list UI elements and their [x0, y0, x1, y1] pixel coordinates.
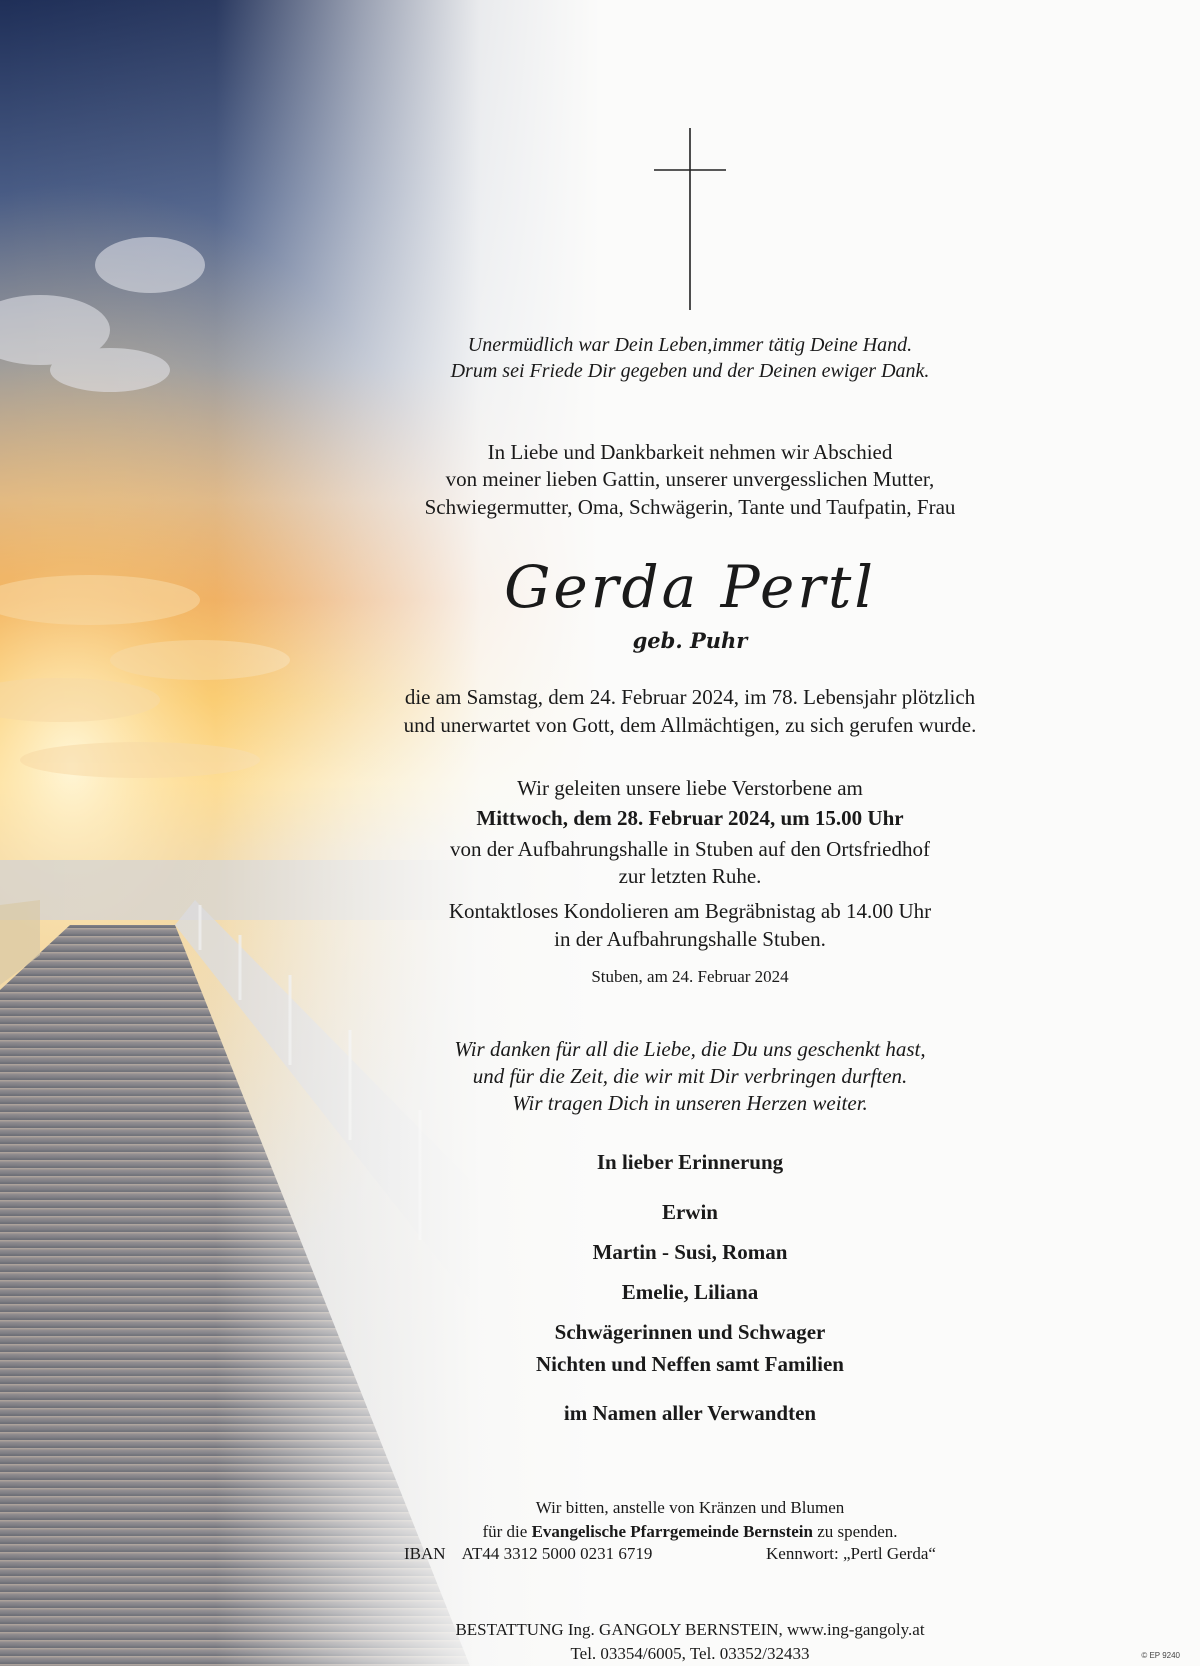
condolence-line-1: Kontaktloses Kondolieren am Begräbnistag ab 14.00 Uhr [448, 899, 932, 923]
deceased-name: Gerda Pertl [504, 553, 876, 621]
closing-line-1: Wir danken für all die Liebe, die Du uns geschenkt hast, [454, 1037, 926, 1061]
funeral-line-3: von der Aufbahrungshalle in Stuben auf den Ortsfriedhof [450, 837, 930, 861]
mourners-heading: In lieber Erinnerung [596, 1150, 784, 1174]
donation-line-1: Wir bitten, anstelle von Kränzen und Blumen [535, 1498, 845, 1517]
intro-line-1: In Liebe und Dankbarkeit nehmen wir Abschied [487, 440, 893, 464]
closing-line-2: und für die Zeit, die wir mit Dir verbringen durften. [472, 1064, 908, 1088]
mourner-name: Schwägerinnen und Schwager [554, 1320, 826, 1344]
undertaker-line-1: BESTATTUNG Ing. GANGOLY BERNSTEIN, www.ing-gangoly.at [455, 1620, 925, 1639]
place-date: Stuben, am 24. Februar 2024 [591, 967, 789, 986]
mourner-name: Martin - Susi, Roman [592, 1240, 788, 1264]
donation-line-2 [360, 1521, 1020, 1543]
donation-suffix: zu spenden. [812, 1522, 898, 1541]
funeral-date: Mittwoch, dem 28. Februar 2024, um 15.00 Uhr [476, 806, 904, 830]
kennwort: Kennwort: „Pertl Gerda“ [766, 1544, 936, 1563]
funeral-line-1: Wir geleiten unsere liebe Verstorbene am [517, 776, 863, 800]
death-line-2: und unerwartet von Gott, dem Allmächtigen, zu sich gerufen wurde. [403, 713, 977, 737]
closing-line-3: Wir tragen Dich in unseren Herzen weiter. [512, 1091, 868, 1115]
death-line-1: die am Samstag, dem 24. Februar 2024, im 78. Lebensjahr plötzlich [404, 685, 976, 709]
mourners-footer: im Namen aller Verwandten [563, 1401, 817, 1425]
funeral-line-4: zur letzten Ruhe. [618, 864, 762, 888]
mourner-name: Emelie, Liliana [621, 1280, 759, 1304]
iban: IBAN AT44 3312 5000 0231 6719 [404, 1544, 653, 1563]
mourner-name: Erwin [661, 1200, 718, 1224]
undertaker-line-2: Tel. 03354/6005, Tel. 03352/32433 [570, 1644, 810, 1663]
intro-line-3: Schwiegermutter, Oma, Schwägerin, Tante und Taufpatin, Frau [424, 495, 956, 519]
donation-organisation: Evangelische Pfarrgemeinde Bernstein [531, 1522, 813, 1541]
donation-prefix: für die [482, 1522, 532, 1541]
motto-line-2: Drum sei Friede Dir gegeben und der Deinen ewiger Dank. [450, 360, 930, 382]
motto-line-1: Unermüdlich war Dein Leben,immer tätig Deine Hand. [467, 334, 913, 356]
birth-name: geb. Puhr [632, 628, 748, 653]
intro-line-2: von meiner lieben Gattin, unserer unvergesslichen Mutter, [445, 467, 935, 491]
mourner-name: Nichten und Neffen samt Familien [536, 1352, 844, 1376]
print-code: © EP 9240 [1141, 1651, 1180, 1660]
cross-icon [654, 128, 726, 310]
condolence-line-2: in der Aufbahrungshalle Stuben. [554, 927, 826, 951]
